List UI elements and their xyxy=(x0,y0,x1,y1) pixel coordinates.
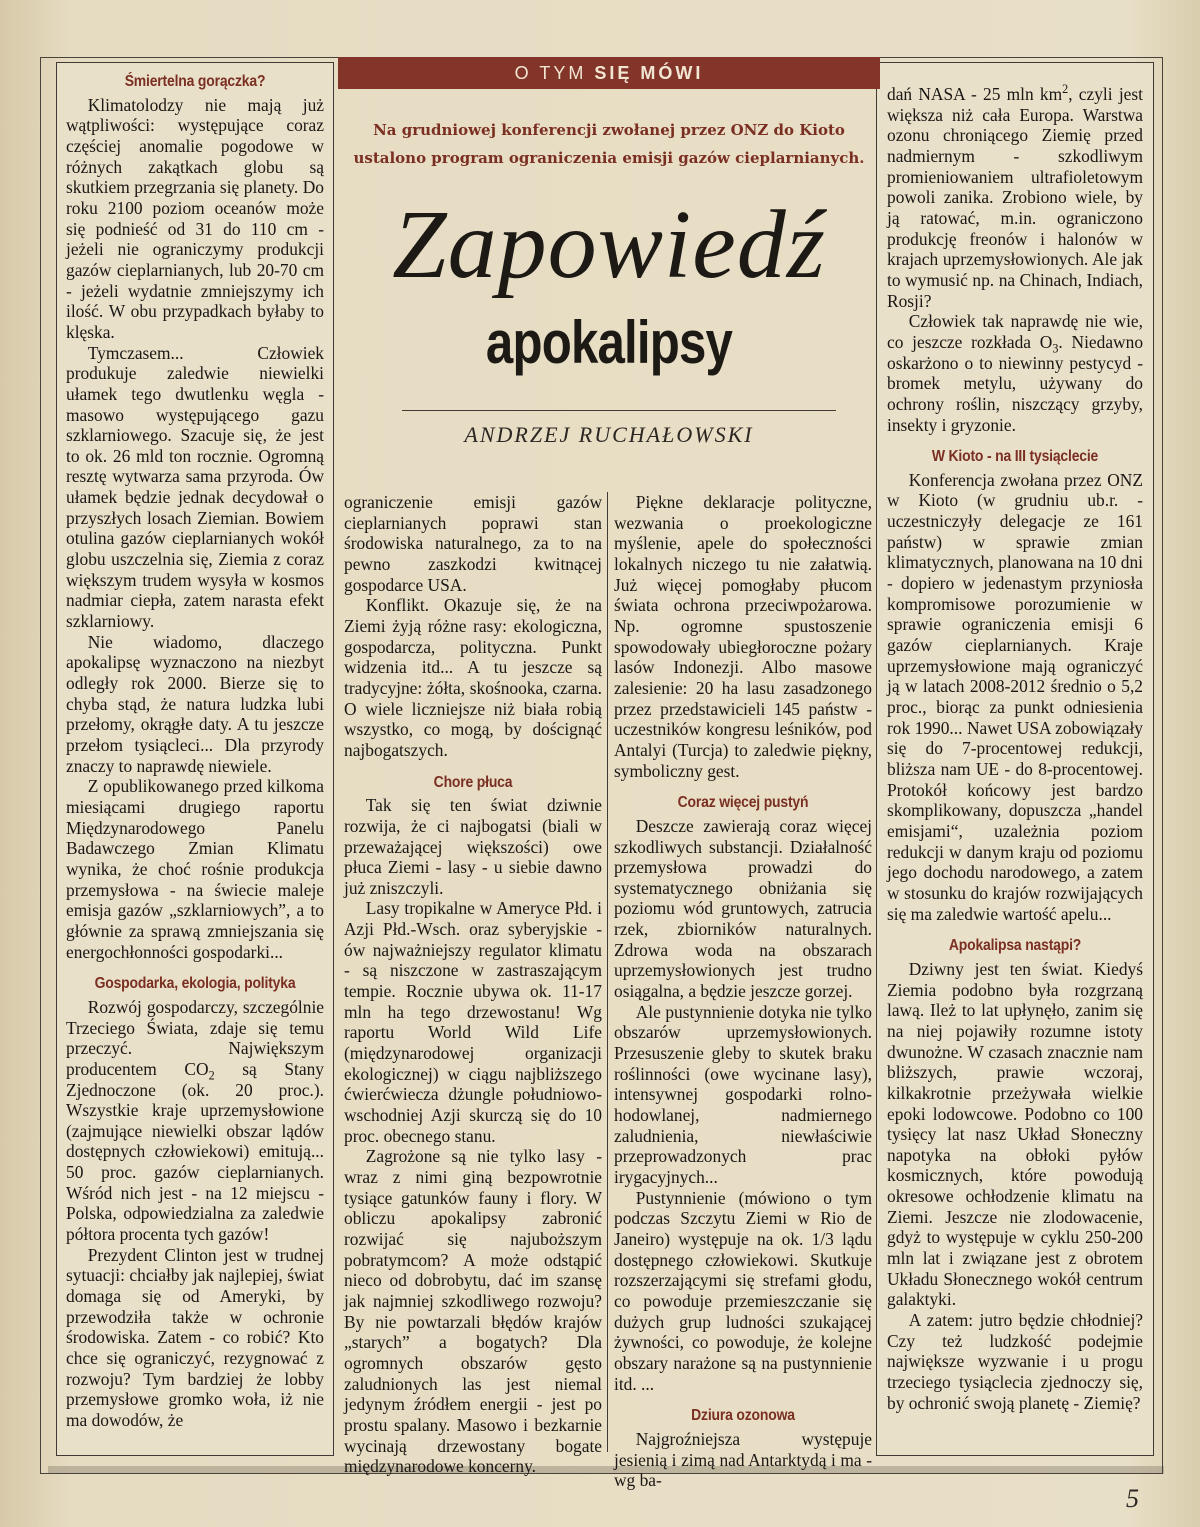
section-heading: Dziura ozonowa xyxy=(691,1407,795,1425)
paragraph: Dziwny jest ten świat. Kiedyś Ziemia podobno była rozgrzaną lawą. Ileż to lat upłynęło, zanim się na niej pojawiły rozumne istoty dwunożne. W czasach znacznie nam bliższych, prawie wczoraj, kilkakrotnie przeżywała wielkie epoki lodowcowe. Podobno co 100 tysięcy lat nasz Układ Słoneczny napotyka na obłoki pyłów kosmicznych, które powodują okresowe ochłodzenie klimatu na Ziemi. Jeszcze nie zlodowacenie, gdyż to występuje w cyklu 250-200 mln lat i związane jest z obrotem Układu Słonecznego wokół centrum galaktyki. xyxy=(887,958,1143,1310)
paragraph: Piękne deklaracje polityczne, wezwania o proekologiczne myślenie, apele do społeczności lokalnych niczego tu nie załatwią. Już więcej pomogłaby płucom świata ochrona przeciwpożarowa. Np. ogromne spustoszenie spowodowały ubiegłoroczne pożary lasów Indonezji. Albo masowe zalesienie: 20 ha lasu zasadzonego przez przedstawicieli 145 państw - uczestników kongresu leśników, pod Antalyi (Turcja) to zaledwie piękny, symboliczny gest. xyxy=(614,492,872,781)
paragraph: Deszcze zawierają coraz więcej szkodliwych substancji. Działalność przemysłowa prowadzi do systematycznego obniżania się poziomu wód gruntowych, zatrucia rzek, zbiorników naturalnych. Zdrowa woda na obszarach uprzemysłowionych jest trudno osiągalna, a będzie jeszcze gorzej. xyxy=(614,815,872,1002)
paragraph: Z opublikowanego przed kilkoma miesiącami drugiego raportu Międzynarodowego Panelu Badawczego Zmian Klimatu wynika, że choć rośnie produkcja przemysłowa - na świecie maleje emisja gazów „szklarniowych”, a to głównie za sprawą zmniejszania się energochłonności gospodarki... xyxy=(66,776,324,962)
paragraph: Klimatolodzy nie mają już wątpliwości: występujące coraz częściej anomalie pogodowe w różnych zakątkach globu są skutkiem przegrzania się planety. Do roku 2100 poziom oceanów może się podnieść od 31 do 110 cm - jeżeli nie ograniczymy produkcji gazów cieplarnianych, lub 20-70 cm - jeżeli wydatnie zmniejszymy ich ilość. W obu przypadkach byłaby to klęska. xyxy=(66,94,324,342)
column-2 xyxy=(344,492,602,1477)
article-title: Zapowiedź xyxy=(392,191,826,299)
section-banner xyxy=(338,57,880,89)
section-heading: Apokalipsa nastąpi? xyxy=(948,937,1082,955)
column-divider xyxy=(607,492,608,1452)
paragraph: Najgroźniejsza występuje jesienią i zimą nad Antarktydą i ma - wg ba- xyxy=(614,1428,872,1491)
banner-emphasis: SIĘ MÓWI xyxy=(594,63,704,83)
section-heading: Chore płuca xyxy=(433,773,513,791)
paragraph: A zatem: jutro będzie chłodniej? Czy też ludzkość podejmie największe wyzwanie i u progu trzeciego tysiąclecia zjednoczy się, by ochronić swoją planetę - Ziemię? xyxy=(887,1310,1143,1413)
paragraph: Zagrożone są nie tylko lasy - wraz z nimi giną bezpowrotnie tysiące gatunków fauny i flory. W obliczu apokalipsy zabronić rozwijać się najuboższym pobratymcom? A może odstąpić nieco od dobrobytu, dać im szansę jak najmniej szkodliwego rozwoju? By nie powtarzali błędów krajów „starych” a bogatych? Dla ogromnych obszarów gęsto zaludnionych las jest niemal jedynym źródłem energii - jest po prostu spalany. Masowo i bezkarnie wycinają drzewostany bogate międzynarodowe koncerny. xyxy=(344,1146,602,1477)
paragraph: Konferencja zwołana przez ONZ w Kioto (w grudniu ub.r. - uczestniczyły delegacje ze 161 państw) w sprawie zmian klimatycznych, planowana na 10 dni - dopiero w jedenastym przyniosła kompromisowe porozumienie w sprawie ograniczenia emisji 6 gazów cieplarnianych. Kraje uprzemysłowione mają ograniczyć ją w latach 2008-2012 średnio o 5,2 proc., biorąc za punkt odniesienia rok 1990... Nawet USA zobowiązały się do 7-procentowej redukcji, bliższa nam UE - do 8-procentowej. Protokół końcowy jest bardzo skomplikowany, dopuszcza „handel emisjami“, uzależnia poziom redukcji w danym kraju od poziomu jego dochodu narodowego, a zatem w stosunku do krajów rozwijających się ma zaledwie wartość apelu... xyxy=(887,469,1143,924)
section-heading: W Kioto - na III tysiąclecie xyxy=(931,448,1099,466)
section-heading: Gospodarka, ekologia, polityka xyxy=(94,975,296,993)
paragraph: Tak się ten świat dziwnie rozwija, że ci najbogatsi (biali w przeważającej większości) owe płuca Ziemi - lasy - u siebie dawno już zniszczyli. xyxy=(344,795,602,898)
paragraph: Pustynnienie (mówiono o tym podczas Szczytu Ziemi w Rio de Janeiro) występuje na ok. 1/3 lądu dostępnego człowiekowi. Skutkuje rozszerzającymi się strefami głodu, co powoduje przemieszczanie się dużych grup ludności szukającej żywności, co powoduje, że kolejne obszary narażone są na pustynnienie itd. ... xyxy=(614,1187,872,1394)
article-author: ANDRZEJ RUCHAŁOWSKI xyxy=(464,422,754,447)
column-1 xyxy=(66,72,324,1431)
column-4 xyxy=(887,84,1143,1413)
paragraph: Konflikt. Okazuje się, że na Ziemi żyją różne rasy: ekologiczna, gospodarcza, polityczna. Punkt widzenia itd... A tu jeszcze są tradycyjne: żółta, skośnooka, czarna. O wiele liczniejsze niż biała robią wszystko, co mogą, by doścignąć najbogatszych. xyxy=(344,595,602,760)
section-heading: Coraz więcej pustyń xyxy=(677,794,809,812)
article-lead: Na grudniowej konferencji zwołanej przez ONZ do Kioto ustalono program ograniczenia emisji gazów cieplarnianych. xyxy=(353,121,865,167)
paragraph: Człowiek tak naprawdę nie wie, co jeszcze rozkłada $O_3$. Niedawno oskarżono o to niewinny pestycyd - bromek metylu, używany do ochrony roślin, niszczący grzyby, insekty i gryzonie. xyxy=(887,311,1144,435)
section-heading: Śmiertelna gorączka? xyxy=(124,73,266,90)
paragraph: Prezydent Clinton jest w trudnej sytuacji: chciałby jak najlepiej, świat domaga się od Ameryki, by przewodziła także w ochronie środowiska. Zatem - co robić? Kto chce się ograniczyć, rezygnować z rozwoju? Tym bardziej że lobby przemysłowe gromko woła, iż nie ma dowodów, że xyxy=(66,1244,324,1430)
column-3 xyxy=(614,492,872,1491)
article-subtitle: apokalipsy xyxy=(485,309,733,376)
page-number: 5 xyxy=(1126,1484,1139,1513)
paragraph: ograniczenie emisji gazów cieplarnianych poprawi stan środowiska naturalnego, za to na pewno zaszkodzi kwitnącej gospodarce USA. xyxy=(344,492,602,595)
paragraph: Ale pustynnienie dotyka nie tylko obszarów uprzemysłowionych. Przesuszenie gleby to skutek braku roślinności (owe wycinane lasy), intensywnej gospodarki rolno-hodowlanej, nadmiernego zaludnienia, niewłaściwie przeprowadzonych prac irygacyjnych... xyxy=(614,1001,872,1187)
paragraph: Rozwój gospodarczy, szczególnie Trzeciego Świata, zdaje się temu przeczyć. Największym producentem $CO_2$ są Stany Zjednoczone (ok. 20 proc.). Wszystkie kraje uprzemysłowione (zajmujące niewielki obszar lądów dostępnych człowiekowi) emitują... 50 proc. gazów cieplarnianych. Wśród nich jest - na 12 miejscu - Polska, odpowiedzialna za zaledwie półtora procenta tych gazów! xyxy=(66,996,325,1245)
paragraph: Lasy tropikalne w Ameryce Płd. i Azji Płd.-Wsch. oraz syberyjskie - ów najważniejszy regulator klimatu - są niszczone w zastraszającym tempie. Rocznie ubywa ok. 11-17 mln ha tego drzewostanu! Wg raportu World Wild Life (międzynarodowej organizacji ekologicznej) w ciągu najbliższego ćwierćwiecza dżungle południowo-wschodniej Azji skurczą się do 10 proc. obecnego stanu. xyxy=(344,898,602,1146)
paragraph: Tymczasem... Człowiek produkuje zaledwie niewielki ułamek tego dwutlenku węgla - masowo występującego gazu szklarniowego. Szacuje się, że jest to ok. 26 mld ton rocznie. Ogromną resztę wytwarza sama przyroda. Ów ułamek będzie jednak decydował o przyszłych losach Ziemian. Bowiem otulina gazów cieplarnianych wokół globu uszczelnia się, Ziemia z coraz większym trudem wysyła w kosmos nadmiar ciepła, zatem narasta efekt szklarniowy. xyxy=(66,342,324,632)
banner-prefix: O TYM xyxy=(514,63,587,83)
paragraph: dań NASA - 25 mln $km^2$, czyli jest większa niż cała Europa. Warstwa ozonu chroniącego Ziemię przed nadmiernym - szkodliwym promieniowaniem ultrafioletowym powoli zanika. Zrobiono wiele, by ją ratować, m.in. ograniczono produkcję freonów i halonów w krajach uprzemysłowionych. Ale jak to wymusić np. na Chinach, Indiach, Rosji? xyxy=(887,82,1143,311)
title-divider xyxy=(402,410,836,411)
paragraph: Nie wiadomo, dlaczego apokalipsę wyznaczono na niezbyt odległy rok 2000. Bierze się to chyba stąd, że natura ludzka lubi przełomy, okrągłe daty. A tu jeszcze przełom tysiącleci... Dla przyrody znaczy to naprawdę niewiele. xyxy=(66,631,324,776)
